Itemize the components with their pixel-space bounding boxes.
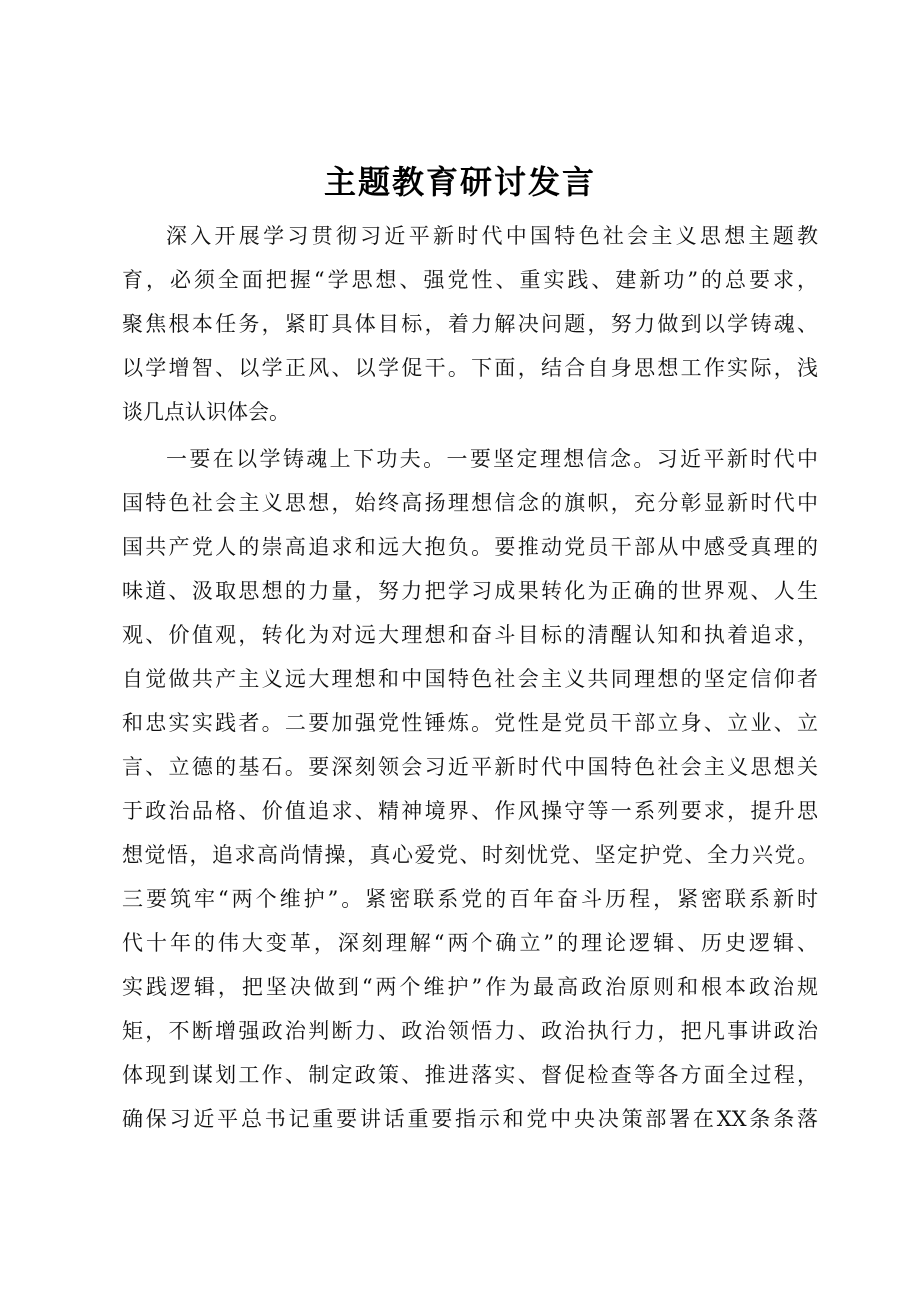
paragraph-line: 言、立德的基石。要深刻领会习近平新时代中国特色社会主义思想关 [122,755,818,779]
paragraph-line: 和忠实实践者。二要加强党性锤炼。党性是党员干部立身、立业、立 [122,711,818,735]
paragraph-line: 国共产党人的崇高追求和远大抱负。要推动党员干部从中感受真理的 [122,535,818,559]
document-title: 主题教育研讨发言 [323,163,596,201]
paragraph-line: 味道、汲取思想的力量，努力把学习成果转化为正确的世界观、人生 [122,579,818,603]
paragraph-line: 于政治品格、价值追求、精神境界、作风操守等一系列要求，提升思 [122,799,818,823]
paragraph-line: 矩，不断增强政治判断力、政治领悟力、政治执行力，把凡事讲政治 [122,1019,818,1043]
paragraph-line: 自觉做共产主义远大理想和中国特色社会主义共同理想的坚定信仰者 [122,667,818,691]
paragraph-line: 聚焦根本任务，紧盯具体目标，着力解决问题，努力做到以学铸魂、 [122,312,818,336]
paragraph-line: 代十年的伟大变革，深刻理解“两个确立”的理论逻辑、历史逻辑、 [122,931,818,955]
paragraph-line: 观、价值观，转化为对远大理想和奋斗目标的清醒认知和执着追求， [122,623,818,647]
paragraph-line: 国特色社会主义思想，始终高扬理想信念的旗帜，充分彰显新时代中 [122,491,818,515]
paragraph-line: 体现到谋划工作、制定政策、推进落实、督促检查等各方面全过程， [122,1063,818,1087]
paragraph-line: 确保习近平总书记重要讲话重要指示和党中央决策部署在XX条条落 [122,1107,818,1131]
paragraph-line: 育，必须全面把握“学思想、强党性、重实践、建新功”的总要求， [122,268,818,292]
paragraph-line: 实践逻辑，把坚决做到“两个维护”作为最高政治原则和根本政治规 [122,975,818,999]
paragraph-line: 谈几点认识体会。 [122,400,290,424]
paragraph-1 [122,214,818,434]
paragraph-line: 以学增智、以学正风、以学促干。下面，结合自身思想工作实际，浅 [122,356,818,380]
paragraph-line: 三要筑牢“两个维护”。紧密联系党的百年奋斗历程，紧密联系新时 [122,887,818,911]
paragraph-line: 深入开展学习贯彻习近平新时代中国特色社会主义思想主题教 [166,224,818,248]
paragraph-2 [122,437,818,1141]
paragraph-line: 一要在以学铸魂上下功夫。一要坚定理想信念。习近平新时代中 [166,447,818,471]
paragraph-line: 想觉悟，追求高尚情操，真心爱党、时刻忧党、坚定护党、全力兴党。 [122,843,818,867]
